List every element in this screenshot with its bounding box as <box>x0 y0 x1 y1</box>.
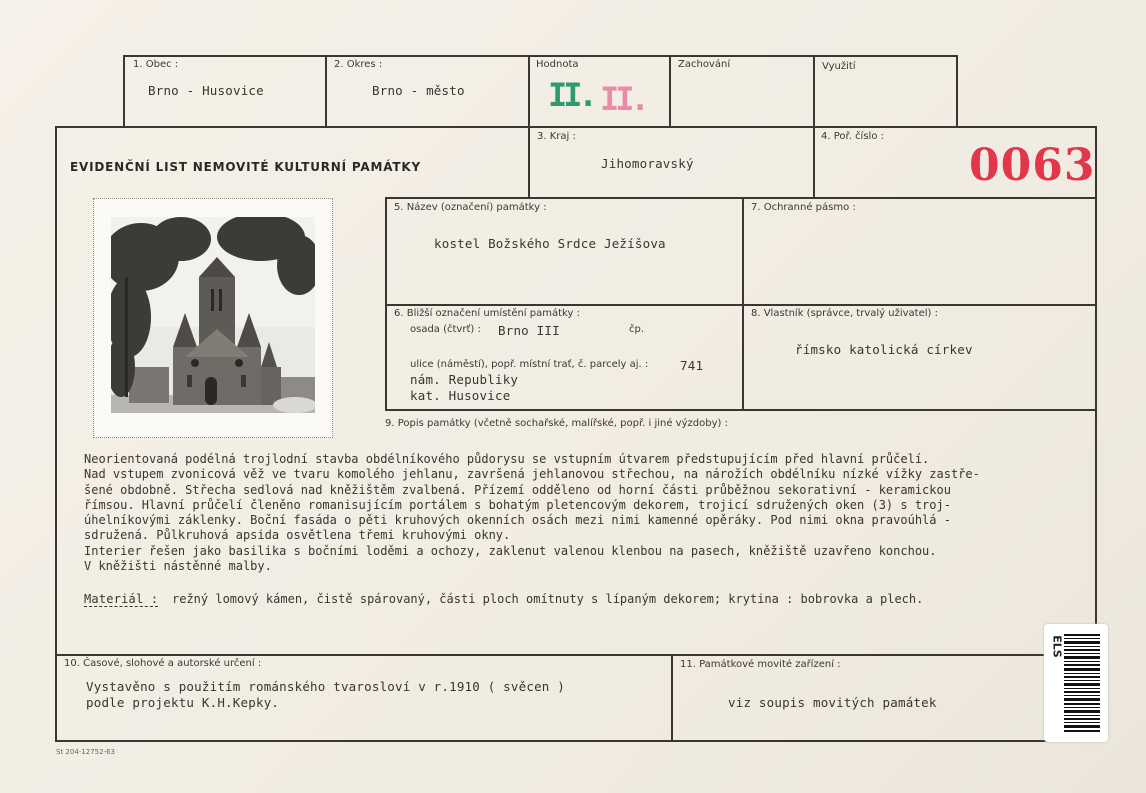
rule <box>671 654 673 741</box>
umisteni-label: 6. Bližší označení umístění památky : <box>394 308 580 319</box>
cp-label: čp. <box>629 324 645 335</box>
popis-line: Interier řešen jako basilika s bočními loděmi a ochozy, zaklenut valenou klenbou na pasech, kněžiště uzavřeno konchou. <box>84 543 937 558</box>
church-photo <box>111 217 315 413</box>
kraj-label: 3. Kraj : <box>537 131 576 142</box>
ochranne-pasmo-label: 7. Ochranné pásmo : <box>751 202 856 213</box>
nazev-label: 5. Název (označení) památky : <box>394 202 547 213</box>
popis-line: V kněžišti nástěnné malby. <box>84 559 272 574</box>
material-text: režný lomový kámen, čistě spárovaný, části ploch omítnuty s lípaným dekorem; krytina : bobrovka a plech. <box>172 592 924 606</box>
urceni-line2: podle projektu K.H.Kepky. <box>86 695 280 710</box>
rule <box>55 126 1097 128</box>
popis-label: 9. Popis památky (včetně sochařské, malířské, popř. i jiné výzdoby) : <box>385 418 728 429</box>
rule <box>55 126 57 741</box>
rule <box>55 654 1097 656</box>
umisteni-line3: kat. Husovice <box>410 388 511 403</box>
okres-value: Brno - město <box>372 83 465 98</box>
rule <box>123 55 958 57</box>
barcode-icon <box>1064 634 1100 732</box>
urceni-label: 10. Časové, slohové a autorské určení : <box>64 658 262 669</box>
hodnota-label: Hodnota <box>536 59 579 70</box>
hodnota-mark-green: II. <box>548 76 594 114</box>
rule <box>325 55 327 127</box>
rule <box>123 55 125 127</box>
rule <box>956 55 958 127</box>
rule <box>669 55 671 127</box>
popis-line: Nad vstupem zvonicová věž ve tvaru komolého jehlanu, završená jehlanovou střechou, na nárožích obdélníku nízké vížky zastře- <box>84 467 980 482</box>
popis-line: římsou. Hlavní průčelí členěno romanisujícím portálem s bohatým pletencovým dekorem, trojicí sdružených oken (3) s troj- <box>84 497 951 512</box>
form-title: EVIDENČNÍ LIST NEMOVITÉ KULTURNÍ PAMÁTKY <box>70 160 421 174</box>
popis-line: Neorientovaná podélná trojlodní stavba obdélníkového půdorysu se vstupním útvarem předstupujícím před hlavní průčelí. <box>84 452 930 466</box>
popis-text <box>84 452 980 574</box>
por-cislo-label: 4. Poř. číslo : <box>821 131 884 142</box>
vlastnik-value: římsko katolická církev <box>795 342 973 357</box>
hodnota-mark-pink: II. <box>600 80 646 118</box>
rule <box>385 304 1097 306</box>
rule <box>385 409 1097 411</box>
popis-line: šené obdobně. Střecha sedlová nad kněžištěm zvalbená. Přízemí odděleno od horní části průběžnou sekorativní - keramickou <box>84 482 951 497</box>
vlastnik-label: 8. Vlastník (správce, trvalý uživatel) : <box>751 308 938 319</box>
rule <box>55 740 1097 742</box>
popis-line: sdružená. Půlkruhová apsida osvětlena třemi kruhovými okny. <box>84 528 511 543</box>
rule <box>385 197 1097 199</box>
okres-label: 2. Okres : <box>334 59 383 70</box>
zarizeni-label: 11. Památkové movité zařízení : <box>680 659 841 670</box>
serial-number: 0063 <box>969 140 1096 191</box>
zarizeni-value: viz soupis movitých památek <box>728 695 937 710</box>
kraj-value: Jihomoravský <box>601 156 694 171</box>
parcela-value: 741 <box>680 358 704 373</box>
ulice-label: ulice (náměstí), popř. místní trať, č. parcely aj. : <box>410 359 649 370</box>
vyuziti-label: Využití <box>822 61 856 72</box>
footer-code: St 204-12752-63 <box>56 748 116 756</box>
obec-label: 1. Obec : <box>133 59 179 70</box>
popis-line: úhelníkovými záklenky. Boční fasáda o pěti kruhových okenních osách mezi nimi kamenné opěráky. Pod nimi okna pravoúhlá - <box>84 513 951 528</box>
osada-value: Brno III <box>498 323 560 338</box>
umisteni-line2: nám. Republiky <box>410 372 519 387</box>
material-label: Materiál : <box>84 592 159 606</box>
barcode-text: ELS <box>1050 635 1064 658</box>
nazev-value: kostel Božského Srdce Ježíšova <box>434 236 666 251</box>
zachovani-label: Zachování <box>678 59 731 70</box>
barcode-sticker <box>1044 624 1108 742</box>
obec-value: Brno - Husovice <box>148 83 264 98</box>
urceni-line1: Vystavěno s použitím románského tvarosloví v r.1910 ( svěcen ) <box>86 679 565 694</box>
osada-label: osada (čtvrť) : <box>410 324 481 335</box>
